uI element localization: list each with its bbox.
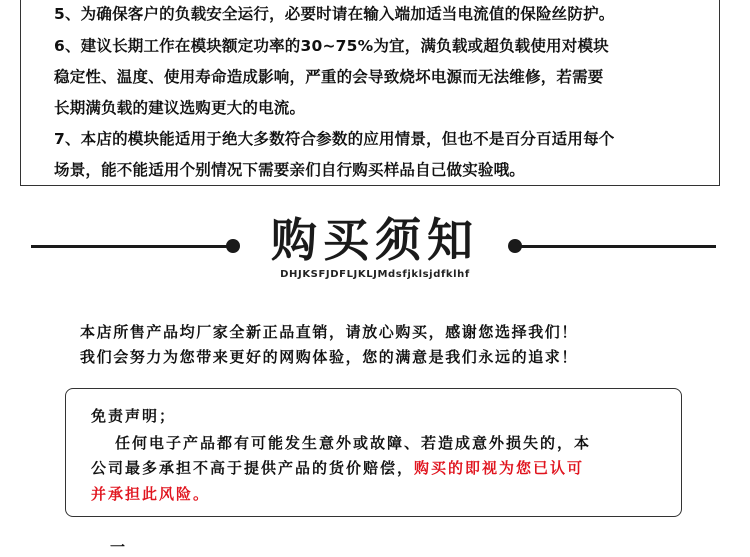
section-subtitle: DHJKSFJDFLJKLJMdsfjklsjdfklhf [280, 269, 470, 280]
disclaimer-line-2-text: 公司最多承担不高于提供产品的货价赔偿， [91, 459, 415, 477]
intro-line-1: 本店所售产品均厂家全新正品直销，请放心购买，感谢您选择我们！ [80, 323, 579, 341]
disclaimer-warning-text: 购买的即视为您已认可 [414, 459, 585, 477]
section-title: 购买须知 [271, 213, 479, 267]
intro-line-2: 我们会努力为您带来更好的网购体验，您的满意是我们永远的追求！ [80, 348, 579, 366]
note-6-line-3: 长期满负载的建议选购更大的电流。 [54, 99, 306, 117]
disclaimer-line-1: 任何电子产品都有可能发生意外或故障、若造成意外损失的，本 [115, 434, 592, 452]
note-7-line-2: 场景，能不能适用个别情况下需要亲们自行购买样品自己做实验哦。 [54, 161, 526, 179]
disclaimer-title: 免责声明； [91, 407, 177, 425]
disclaimer-box [65, 388, 682, 517]
note-6-line-1: 6、建议长期工作在模块额定功率的30~75%为宜，满负载或超负载使用对模块 [54, 37, 609, 55]
right-divider [516, 245, 716, 248]
next-section-fragment-text: 一 [110, 538, 126, 556]
next-section-fragment [110, 538, 170, 556]
disclaimer-line-2 [91, 457, 584, 478]
note-5: 5、为确保客户的负载安全运行，必要时请在输入端加适当电流值的保险丝防护。 [54, 5, 615, 23]
left-divider [31, 245, 233, 248]
note-6-line-2: 稳定性、温度、使用寿命造成影响，严重的会导致烧坏电源而无法维修，若需要 [54, 68, 604, 86]
disclaimer-warning-text-end: 并承担此风险。 [91, 485, 211, 503]
note-7-line-1: 7、本店的模块能适用于绝大多数符合参数的应用情景，但也不是百分百适用每个 [54, 130, 615, 148]
